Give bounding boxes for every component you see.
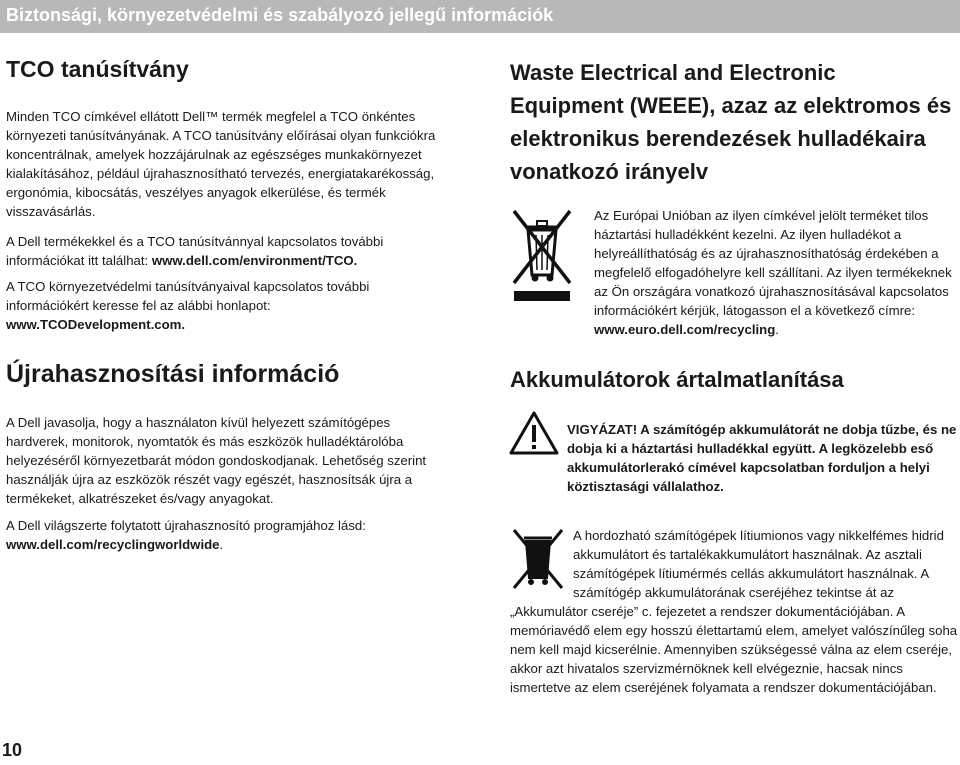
page-number: 10 [2, 740, 23, 760]
warning-triangle-icon [508, 410, 560, 456]
battery-paragraph [510, 526, 960, 697]
weee-paragraph [594, 206, 958, 339]
tco-dell-link[interactable]: www.dell.com/environment/TCO. [151, 253, 358, 268]
tco-development-link[interactable]: www.TCODevelopment.com. [6, 317, 186, 332]
recycling-paragraph-2 [6, 516, 456, 554]
recycling-paragraph-2-text: A Dell világszerte folytatott újrahasznosító programjához lásd: [6, 518, 366, 533]
battery-warning-text: VIGYÁZAT! A számítógép akkumulátorát ne dobja tűzbe, és ne dobja ki a háztartási hulladékkal együtt. A legközelebb eső akkumulátorlerakó címével kapcsolatban forduljon a helyi köztisztasági vállalathoz. [567, 422, 957, 494]
section-header-band [0, 0, 960, 33]
recycling-heading: Újrahasznosítási információ [6, 360, 340, 388]
recycling-worldwide-link[interactable]: www.dell.com/recyclingworldwide [6, 537, 220, 552]
battery-icon-spacer [510, 526, 573, 602]
tco-paragraph-2 [6, 232, 446, 270]
tco-paragraph-3 [6, 277, 446, 334]
tco-paragraph-1: Minden TCO címkével ellátott Dell™ termék megfelel a TCO önkéntes környezeti tanúsítványának. A TCO tanúsítvány előírásai olyan funkciókra koncentrálnak, amelyek hozzájárulnak az egészséges munkakörnyezet kialakításához, például újrahasznosítható tervezés, energiatakarékosság, ergonómia, kibocsátás, veszélyes anyagok elkerülése, és termék visszavásárlás. [6, 109, 436, 219]
tco-heading: TCO tanúsítvány [6, 56, 189, 82]
tco-paragraph-2-text: A Dell termékekkel és a TCO tanúsítvánnyal kapcsolatos további információkat itt találhat: [6, 234, 384, 268]
recycling-paragraph-1: A Dell javasolja, hogy a használaton kívül helyezett számítógépes hardverek, monitorok, nyomtatók és más eszközök hulladéktárolóba helyezéséről környezetbarát módon gondoskodjanak. Lehetőség szerint használják újra az eszközök részét vagy egészét, hasznosítsák újra a termékeket, alkatrészeket és/vagy anyagokat. [6, 415, 427, 506]
section-header-title: Biztonsági, környezetvédelmi és szabályozó jellegű információk [6, 5, 554, 25]
weee-paragraph-end: . [775, 322, 779, 337]
battery-paragraph-text: A hordozható számítógépek lítiumionos vagy nikkelfémes hidrid akkumulátort és tartalékakkumulátort használnak. Az asztali számítógépek lítiumérmés cellás akkumulátort használnak. A számítógép akkumulátorának cseréjéhez tekintse át az „Akkumulátor cseréje” c. fejezetet a rendszer dokumentációjában. A memóriavédő elem egy hosszú élettartamú elem, amelyet valószínűleg soha nem kell majd kicserélnie. Amennyiben szükségessé válna az elem cseréje, akkor azt hivatalos szervizmérnöknek kell elvégeznie, hacsak nincs ismertetve az elem cseréjének folyamata a rendszer dokumentációjában. [510, 528, 958, 695]
euro-dell-recycling-link[interactable]: www.euro.dell.com/recycling [594, 322, 776, 337]
weee-paragraph-text: Az Európai Unióban az ilyen címkével jelölt terméket tilos háztartási hulladékként kezelni. Az ilyen hulladékot a helyreállíthatóság és az újrahasznosíthatóság érdekében a megfelelő elfogadóhelyre kell szállítani. Az ilyen termékeknek az Ön országára vonatkozó újrahasznosításával kapcsolatos információkért kérjük, látogasson el a következő címre: [594, 208, 952, 318]
recycling-paragraph-2-end: . [219, 537, 224, 552]
battery-heading: Akkumulátorok ártalmatlanítása [510, 367, 844, 392]
weee-heading: Waste Electrical and Electronic Equipment (WEEE), azaz az elektromos és elektronikus berendezések hulladékaira vonatkozó irányelv [510, 60, 952, 184]
tco-paragraph-3-text: A TCO környezetvédelmi tanúsítványaival kapcsolatos további információkért keresse fel az alábbi honlapot: [6, 279, 370, 313]
weee-crossed-bin-icon [508, 205, 576, 305]
